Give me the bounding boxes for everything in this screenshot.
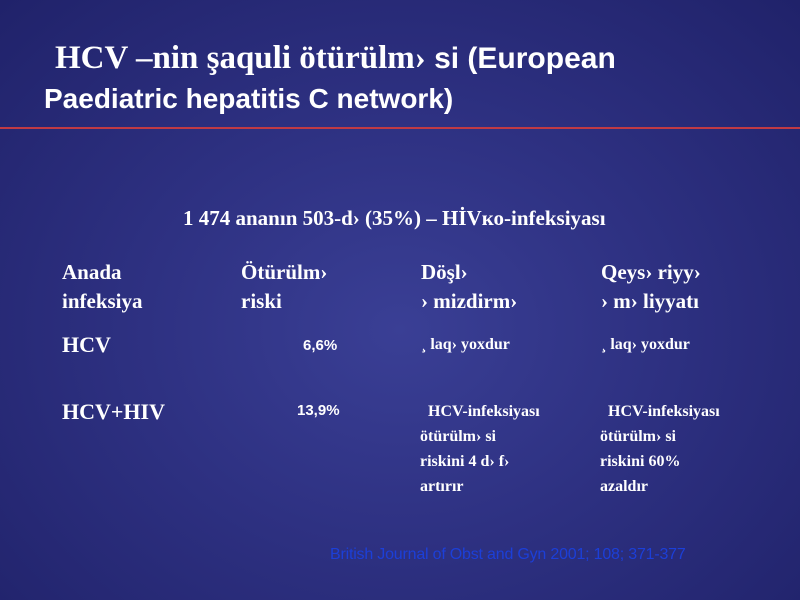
text-line: ötürülm› si <box>600 428 676 445</box>
header-infection <box>62 258 143 316</box>
text-line: azaldır <box>600 478 648 495</box>
slide-title-sans-part: si (European <box>425 42 616 75</box>
subtitle: 1 474 ananın 503-d› (35%) – HİVко-infeksiyası <box>183 206 606 230</box>
header-transmission-risk <box>241 258 327 316</box>
text-line: ötürülm› si <box>420 428 496 445</box>
header-risk-line: riski <box>241 289 282 313</box>
citation-footer: British Journal of Obst and Gyn 2001; 108; 371-377 <box>330 546 686 563</box>
row-hcv-hiv-caesarean <box>600 399 720 499</box>
header-risk-line: Ötürülm› <box>241 260 328 284</box>
text-line: riskini 4 d› f› <box>420 453 510 470</box>
slide-title <box>0 38 800 119</box>
row-hcv-risk: 6,6% <box>303 337 338 354</box>
slide-title-serif-part: HCV –nin şaquli ötürülm› <box>55 40 426 76</box>
row-hcv-breastfeeding: ¸ laq› yoxdur <box>421 336 510 353</box>
row-hcv-infection: HCV <box>62 332 111 357</box>
row-hcv-caesarean: ¸ laq› yoxdur <box>601 336 690 353</box>
header-breastfeeding <box>421 258 517 316</box>
row-hcv-hiv-breastfeeding <box>420 399 540 499</box>
text-line: HCV-infeksiyası <box>608 403 720 420</box>
header-breastfeeding-line: › mizdirm› <box>421 289 518 313</box>
text-line: riskini 60% <box>600 453 681 470</box>
header-caesarean-line: Qeys› riyy› <box>601 260 701 284</box>
row-hcv-hiv-infection: HCV+HIV <box>62 399 165 424</box>
title-divider <box>0 127 800 129</box>
slide-title-line-2: Paediatric hepatitis C network) <box>44 83 454 114</box>
header-caesarean-line: › m› liyyatı <box>601 289 699 313</box>
header-breastfeeding-line: Döşl› <box>421 260 468 284</box>
header-caesarean <box>601 258 701 316</box>
row-hcv-hiv-risk: 13,9% <box>297 402 340 419</box>
header-infection-line: infeksiya <box>62 289 143 313</box>
header-infection-line: Anada <box>62 260 122 284</box>
text-line: artırır <box>420 478 464 495</box>
slide-title-line-1 <box>0 38 800 79</box>
text-line: HCV-infeksiyası <box>428 403 540 420</box>
